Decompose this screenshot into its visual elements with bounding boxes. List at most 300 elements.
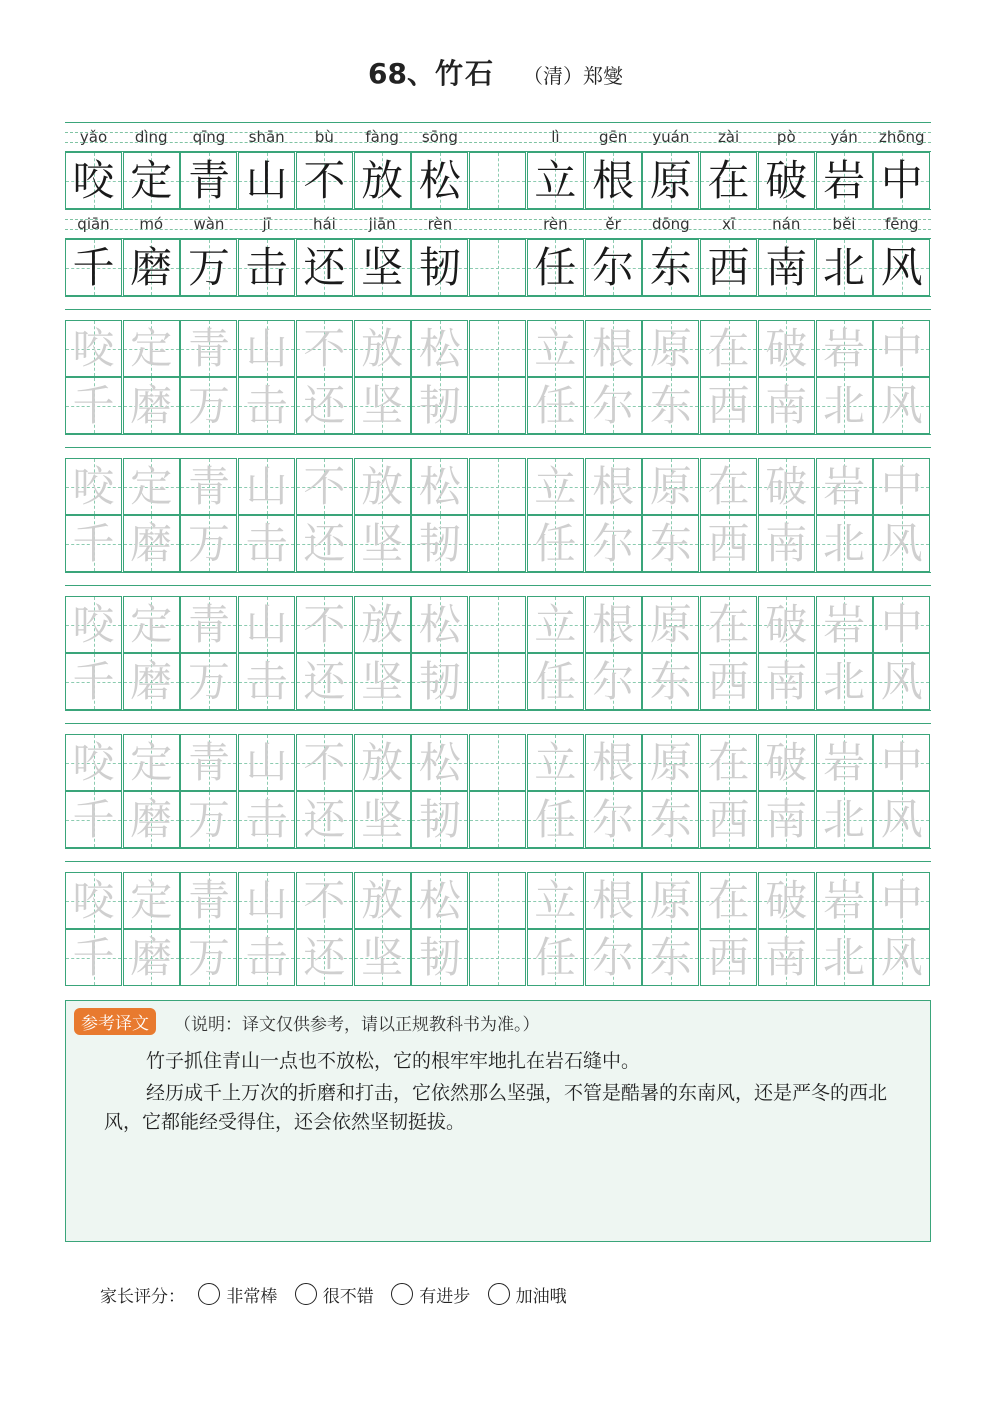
- character: 磨: [130, 243, 173, 292]
- pinyin: mó: [139, 215, 164, 233]
- trace-character: 松: [418, 876, 461, 925]
- char-cell: [816, 791, 873, 848]
- trace-character: 西: [707, 519, 750, 568]
- char-cell: [411, 929, 468, 986]
- trace-character: 还: [303, 933, 346, 982]
- character: 青: [187, 156, 230, 205]
- trace-row: [65, 734, 931, 791]
- trace-character: 破: [765, 876, 808, 925]
- char-cell: [527, 239, 584, 296]
- trace-character: 山: [245, 462, 288, 511]
- char-cell: [411, 152, 468, 209]
- trace-character: 根: [592, 324, 635, 373]
- dynasty-author: （清）郑燮: [522, 64, 623, 88]
- char-cell: [238, 239, 295, 296]
- char-cell: [123, 377, 180, 434]
- trace-character: 尔: [592, 519, 635, 568]
- trace-character: 任: [534, 657, 577, 706]
- char-cell: [469, 653, 526, 710]
- trace-character: 松: [418, 738, 461, 787]
- radio-circle-icon[interactable]: [295, 1283, 317, 1305]
- char-cell: [411, 653, 468, 710]
- trace-character: 岩: [823, 738, 866, 787]
- char-cell: [585, 152, 642, 209]
- char-cell: [65, 791, 122, 848]
- trace-character: 击: [245, 381, 288, 430]
- char-cell: [469, 872, 526, 929]
- trace-row: [65, 377, 931, 434]
- char-cell: [354, 239, 411, 296]
- trace-character: 万: [187, 657, 230, 706]
- char-cell: [873, 596, 930, 653]
- trace-row: [65, 320, 931, 377]
- trace-character: 任: [534, 933, 577, 982]
- trace-character: 原: [649, 462, 692, 511]
- pinyin: pò: [776, 128, 796, 146]
- trace-character: 立: [534, 738, 577, 787]
- char-cell: [123, 872, 180, 929]
- pinyin: xī: [722, 215, 736, 233]
- trace-character: 坚: [361, 657, 404, 706]
- trace-character: 岩: [823, 462, 866, 511]
- char-cell: [700, 872, 757, 929]
- char-cell: [296, 653, 353, 710]
- trace-character: 放: [361, 462, 404, 511]
- char-cell: [700, 929, 757, 986]
- char-cell: [411, 458, 468, 515]
- char-cell: [585, 239, 642, 296]
- trace-character: 立: [534, 876, 577, 925]
- trace-character: 松: [418, 324, 461, 373]
- trace-character: 韧: [418, 933, 461, 982]
- trace-character: 韧: [418, 657, 461, 706]
- char-cell: [816, 320, 873, 377]
- char-cell: [700, 791, 757, 848]
- pinyin: gēn: [598, 128, 628, 146]
- trace-character: 东: [649, 381, 692, 430]
- trace-character: 尔: [592, 381, 635, 430]
- character: 北: [823, 243, 866, 292]
- char-cell: [469, 596, 526, 653]
- char-cell: [469, 791, 526, 848]
- char-cell: [700, 458, 757, 515]
- trace-character: 原: [649, 738, 692, 787]
- pinyin: ěr: [605, 215, 621, 233]
- pinyin: běi: [832, 215, 856, 233]
- char-cell: [700, 734, 757, 791]
- char-cell: [873, 239, 930, 296]
- character: 坚: [361, 243, 404, 292]
- trace-character: 破: [765, 324, 808, 373]
- character: 根: [592, 156, 635, 205]
- character: 松: [418, 156, 461, 205]
- char-cell: [411, 239, 468, 296]
- trace-character: 万: [187, 933, 230, 982]
- char-cell: [65, 458, 122, 515]
- trace-character: 南: [765, 933, 808, 982]
- trace-character: 根: [592, 876, 635, 925]
- trace-character: 立: [534, 462, 577, 511]
- char-cell: [758, 320, 815, 377]
- pinyin: fàng: [365, 128, 399, 146]
- pinyin: qiān: [77, 215, 110, 233]
- trace-character: 击: [245, 933, 288, 982]
- trace-character: 在: [707, 876, 750, 925]
- trace-character: 青: [187, 600, 230, 649]
- trace-character: 中: [880, 324, 923, 373]
- char-cell: [123, 596, 180, 653]
- trace-character: [470, 873, 525, 928]
- char-cell: [585, 791, 642, 848]
- trace-character: 千: [72, 657, 115, 706]
- char-cell: [873, 377, 930, 434]
- trace-character: [470, 930, 525, 985]
- trace-character: 不: [303, 462, 346, 511]
- spacer-row: [65, 710, 931, 724]
- pinyin: hái: [312, 215, 336, 233]
- char-cell: [873, 791, 930, 848]
- char-cell: [123, 458, 180, 515]
- trace-character: [470, 735, 525, 790]
- char-cell: [238, 596, 295, 653]
- spacer-row: [65, 296, 931, 310]
- char-cell: [65, 377, 122, 434]
- rating-option-progress[interactable]: 有进步: [391, 1282, 470, 1307]
- trace-character: 坚: [361, 381, 404, 430]
- char-cell: [469, 458, 526, 515]
- char-cell: [642, 515, 699, 572]
- char-cell: [354, 152, 411, 209]
- char-cell: [238, 515, 295, 572]
- char-cell: [873, 734, 930, 791]
- trace-character: 破: [765, 600, 808, 649]
- char-cell: [758, 734, 815, 791]
- char-cell: [65, 734, 122, 791]
- trace-character: 西: [707, 795, 750, 844]
- char-cell: [123, 320, 180, 377]
- character: 立: [534, 156, 577, 205]
- trace-character: [470, 654, 525, 709]
- char-cell: [65, 239, 122, 296]
- trace-character: 万: [187, 795, 230, 844]
- character: 东: [649, 243, 692, 292]
- char-cell: [296, 929, 353, 986]
- pinyin: dōng: [651, 215, 690, 233]
- trace-character: 磨: [130, 795, 173, 844]
- char-cell: [527, 791, 584, 848]
- character: 击: [245, 243, 288, 292]
- char-cell: [700, 653, 757, 710]
- char-cell: [123, 653, 180, 710]
- char-cell: [354, 791, 411, 848]
- trace-character: 放: [361, 738, 404, 787]
- trace-character: 击: [245, 657, 288, 706]
- char-cell: [816, 929, 873, 986]
- char-cell: [873, 929, 930, 986]
- char-cell: [642, 377, 699, 434]
- pinyin: qīng: [192, 128, 226, 146]
- rating-option-good[interactable]: 很不错: [295, 1282, 374, 1307]
- trace-character: 坚: [361, 933, 404, 982]
- char-cell: [758, 152, 815, 209]
- spacer-row: [65, 848, 931, 862]
- reference-badge: 参考译文: [74, 1008, 156, 1035]
- char-cell: [873, 320, 930, 377]
- char-cell: [873, 458, 930, 515]
- char-cell: [180, 872, 237, 929]
- char-cell: [411, 320, 468, 377]
- char-cell: [469, 377, 526, 434]
- char-cell: [123, 791, 180, 848]
- char-cell: [642, 596, 699, 653]
- character: 风: [880, 243, 923, 292]
- trace-character: 定: [130, 324, 173, 373]
- spacer-row: [65, 434, 931, 448]
- char-cell: [180, 734, 237, 791]
- char-cell: [65, 152, 122, 209]
- trace-character: 风: [880, 381, 923, 430]
- radio-circle-icon[interactable]: [488, 1283, 510, 1305]
- char-cell: [238, 377, 295, 434]
- char-cell: [469, 152, 526, 209]
- char-cell: [354, 872, 411, 929]
- trace-character: 南: [765, 519, 808, 568]
- trace-character: 根: [592, 462, 635, 511]
- pinyin: yuán: [652, 128, 690, 146]
- char-cell: [65, 515, 122, 572]
- char-cell: [873, 653, 930, 710]
- pinyin: wàn: [193, 215, 225, 233]
- trace-row: [65, 515, 931, 572]
- spacer-row: [65, 572, 931, 586]
- trace-character: 青: [187, 462, 230, 511]
- char-cell: [816, 515, 873, 572]
- trace-character: 原: [649, 876, 692, 925]
- char-cell: [758, 377, 815, 434]
- character: 还: [303, 243, 346, 292]
- char-cell: [411, 872, 468, 929]
- char-cell: [700, 377, 757, 434]
- trace-character: 南: [765, 795, 808, 844]
- pinyin: sōng: [421, 128, 458, 146]
- trace-character: 东: [649, 657, 692, 706]
- char-cell: [642, 239, 699, 296]
- trace-character: 在: [707, 462, 750, 511]
- rating-label: 家长评分：: [100, 1287, 185, 1307]
- char-cell: [642, 872, 699, 929]
- pinyin: lì: [551, 128, 560, 146]
- trace-character: 磨: [130, 519, 173, 568]
- char-cell: [758, 515, 815, 572]
- trace-character: 在: [707, 324, 750, 373]
- trace-character: 破: [765, 738, 808, 787]
- char-cell: [238, 152, 295, 209]
- trace-character: 松: [418, 462, 461, 511]
- char-cell: [65, 320, 122, 377]
- char-cell: [238, 872, 295, 929]
- trace-character: 坚: [361, 795, 404, 844]
- trace-character: 西: [707, 381, 750, 430]
- char-cell: [65, 596, 122, 653]
- trace-character: 山: [245, 738, 288, 787]
- trace-character: 青: [187, 324, 230, 373]
- pinyin: yán: [830, 128, 858, 146]
- character: 原: [649, 156, 692, 205]
- trace-character: [470, 459, 525, 514]
- char-cell: [527, 515, 584, 572]
- trace-character: [470, 792, 525, 847]
- char-cell: [180, 377, 237, 434]
- trace-character: 尔: [592, 933, 635, 982]
- char-cell: [411, 791, 468, 848]
- trace-row: [65, 653, 931, 710]
- main-row-2: [65, 239, 931, 296]
- char-cell: [873, 872, 930, 929]
- trace-character: 韧: [418, 795, 461, 844]
- char-cell: [758, 791, 815, 848]
- translation-paragraph-2: 经历成千上万次的折磨和打击，它依然那么坚强，不管是酷暑的东南风，还是严冬的西北风，它都能经受得住，还会依然坚韧挺拔。: [104, 1082, 888, 1133]
- trace-character: 不: [303, 876, 346, 925]
- char-cell: [411, 734, 468, 791]
- rating-option-excellent[interactable]: 非常棒: [198, 1282, 277, 1307]
- trace-character: 还: [303, 795, 346, 844]
- char-cell: [296, 596, 353, 653]
- trace-character: 立: [534, 600, 577, 649]
- char-cell: [354, 320, 411, 377]
- trace-character: 咬: [72, 600, 115, 649]
- char-cell: [642, 929, 699, 986]
- trace-character: 岩: [823, 324, 866, 373]
- char-cell: [527, 929, 584, 986]
- trace-character: 东: [649, 795, 692, 844]
- char-cell: [642, 152, 699, 209]
- char-cell: [642, 458, 699, 515]
- char-cell: [758, 239, 815, 296]
- rating-option-keep-going[interactable]: 加油哦: [488, 1282, 567, 1307]
- trace-character: 放: [361, 600, 404, 649]
- trace-row: [65, 791, 931, 848]
- char-cell: [354, 653, 411, 710]
- trace-character: 青: [187, 738, 230, 787]
- trace-character: 千: [72, 381, 115, 430]
- trace-character: [470, 378, 525, 433]
- trace-character: 破: [765, 462, 808, 511]
- character: [470, 240, 525, 295]
- char-cell: [123, 515, 180, 572]
- trace-character: 不: [303, 324, 346, 373]
- trace-character: [470, 321, 525, 376]
- char-cell: [816, 653, 873, 710]
- char-cell: [65, 929, 122, 986]
- char-cell: [296, 239, 353, 296]
- trace-character: 根: [592, 600, 635, 649]
- char-cell: [296, 458, 353, 515]
- trace-character: 韧: [418, 519, 461, 568]
- character: 山: [245, 156, 288, 205]
- trace-character: 咬: [72, 324, 115, 373]
- reference-translation-panel: [65, 1000, 931, 1242]
- reference-note: （说明：译文仅供参考，请以正规教科书为准。）: [174, 1015, 540, 1035]
- char-cell: [527, 152, 584, 209]
- character: 南: [765, 243, 808, 292]
- trace-character: 东: [649, 519, 692, 568]
- char-cell: [411, 377, 468, 434]
- char-cell: [585, 377, 642, 434]
- radio-circle-icon[interactable]: [391, 1283, 413, 1305]
- char-cell: [758, 596, 815, 653]
- trace-character: 不: [303, 738, 346, 787]
- trace-character: 放: [361, 876, 404, 925]
- char-cell: [816, 872, 873, 929]
- trace-character: 南: [765, 381, 808, 430]
- char-cell: [816, 152, 873, 209]
- trace-character: 千: [72, 519, 115, 568]
- character: 咬: [72, 156, 115, 205]
- char-cell: [238, 458, 295, 515]
- pinyin: dìng: [134, 128, 168, 146]
- trace-character: 咬: [72, 462, 115, 511]
- char-cell: [180, 791, 237, 848]
- character: 定: [130, 156, 173, 205]
- char-cell: [642, 320, 699, 377]
- char-cell: [527, 653, 584, 710]
- char-cell: [816, 734, 873, 791]
- char-cell: [642, 791, 699, 848]
- char-cell: [123, 152, 180, 209]
- character: 中: [880, 156, 923, 205]
- trace-character: 山: [245, 600, 288, 649]
- trace-character: 定: [130, 462, 173, 511]
- char-cell: [354, 458, 411, 515]
- char-cell: [296, 377, 353, 434]
- poem-title: 竹石: [434, 57, 495, 90]
- char-cell: [642, 653, 699, 710]
- trace-character: 任: [534, 381, 577, 430]
- radio-circle-icon[interactable]: [198, 1283, 220, 1305]
- trace-character: 岩: [823, 876, 866, 925]
- char-cell: [700, 152, 757, 209]
- trace-character: 磨: [130, 657, 173, 706]
- trace-character: 北: [823, 657, 866, 706]
- pinyin: nán: [772, 215, 801, 233]
- trace-character: 万: [187, 381, 230, 430]
- trace-character: 中: [880, 600, 923, 649]
- char-cell: [700, 596, 757, 653]
- character: [470, 153, 525, 208]
- trace-character: 还: [303, 519, 346, 568]
- char-cell: [180, 152, 237, 209]
- char-cell: [585, 929, 642, 986]
- char-cell: [180, 458, 237, 515]
- trace-character: 根: [592, 738, 635, 787]
- trace-character: [470, 516, 525, 571]
- trace-character: 任: [534, 795, 577, 844]
- pinyin: zhōng: [878, 128, 925, 146]
- trace-character: 北: [823, 795, 866, 844]
- trace-character: 不: [303, 600, 346, 649]
- char-cell: [354, 929, 411, 986]
- main-row-1: [65, 152, 931, 209]
- trace-character: 北: [823, 381, 866, 430]
- char-cell: [585, 653, 642, 710]
- char-cell: [180, 239, 237, 296]
- char-cell: [700, 515, 757, 572]
- char-cell: [585, 872, 642, 929]
- trace-character: 风: [880, 795, 923, 844]
- page-title: [0, 52, 991, 92]
- trace-character: 风: [880, 933, 923, 982]
- char-cell: [238, 791, 295, 848]
